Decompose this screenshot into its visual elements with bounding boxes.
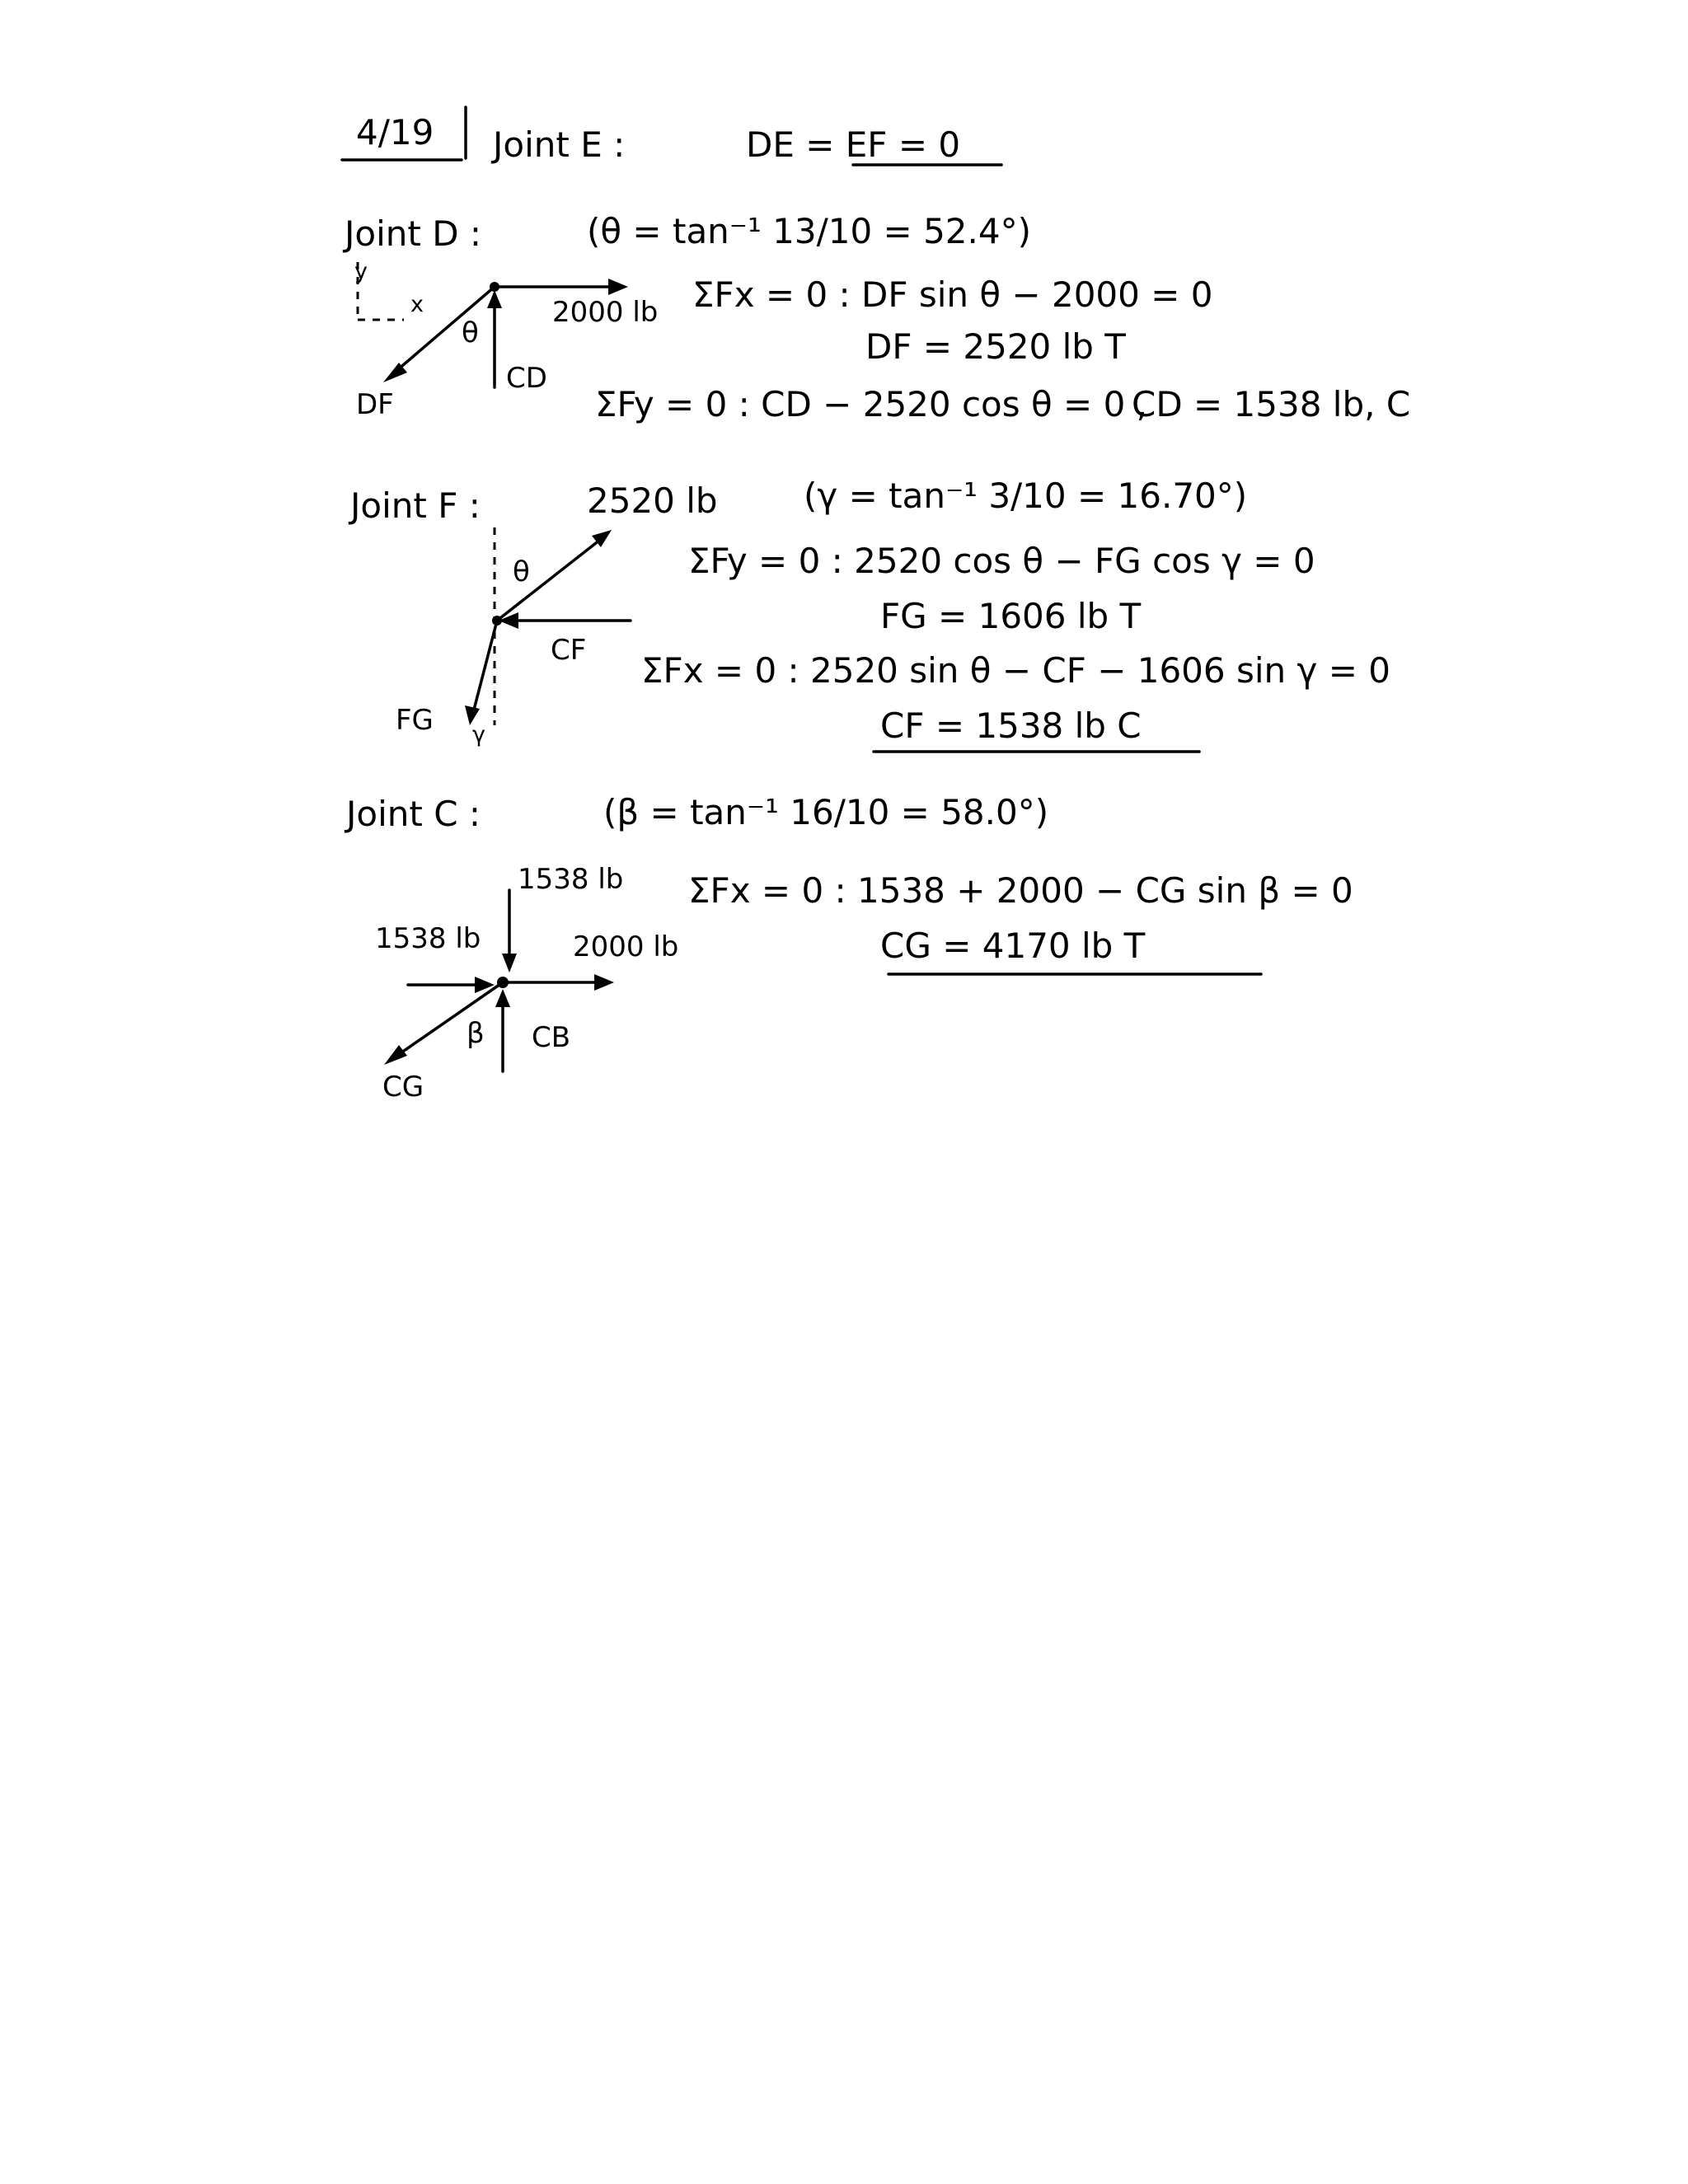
- member-cf-arrowhead: [499, 612, 518, 629]
- joint-f-result-fg: FG = 1606 lb T: [880, 596, 1142, 636]
- joint-c-result-cg: CG = 4170 lb T: [880, 926, 1146, 966]
- member-cd-label: CD: [506, 362, 547, 395]
- force-top-arrowhead: [502, 954, 517, 972]
- joint-c-force-2000-label: 2000 lb: [573, 930, 679, 963]
- problem-number: 4/19: [356, 112, 434, 152]
- theta-label-f: θ: [513, 555, 530, 588]
- joint-d-result-cd: CD = 1538 lb, C: [1132, 384, 1411, 424]
- member-cf-label: CF: [551, 634, 587, 667]
- member-cb-arrowhead: [495, 989, 510, 1007]
- theta-label-d: θ: [462, 316, 479, 349]
- member-cg-line: [396, 982, 503, 1057]
- joint-f-angle-definition: (γ = tan⁻¹ 3/10 = 16.70°): [804, 476, 1248, 516]
- force-2000-c-arrowhead: [594, 974, 614, 991]
- joint-e-label: Joint E :: [493, 124, 626, 165]
- joint-f-force-2520: 2520 lb: [587, 480, 718, 521]
- member-df-label: DF: [356, 388, 394, 421]
- joint-c-eq-fx: ΣFx = 0 : 1538 + 2000 − CG sin β = 0: [688, 870, 1353, 911]
- joint-f-label: Joint F :: [350, 485, 481, 526]
- member-cg-arrowhead: [384, 1045, 407, 1065]
- joint-d-label: Joint D :: [345, 213, 482, 254]
- member-cb-label: CB: [532, 1021, 571, 1054]
- force-2000-label: 2000 lb: [552, 296, 659, 329]
- joint-d-angle-definition: (θ = tan⁻¹ 13/10 = 52.4°): [587, 211, 1031, 251]
- force-2000-arrowhead: [608, 279, 628, 295]
- member-fg-label: FG: [396, 704, 434, 737]
- member-df-line: [392, 287, 495, 375]
- joint-d-eq-fx: ΣFx = 0 : DF sin θ − 2000 = 0: [692, 274, 1213, 315]
- joint-f-eq-fy: ΣFy = 0 : 2520 cos θ − FG cos γ = 0: [688, 541, 1315, 581]
- joint-c-angle-definition: (β = tan⁻¹ 16/10 = 58.0°): [603, 792, 1049, 832]
- joint-d-eq-fy: ΣFy = 0 : CD − 2520 cos θ = 0 ,: [595, 384, 1147, 424]
- joint-f-eq-fx: ΣFx = 0 : 2520 sin θ − CF − 1606 sin γ = 0: [641, 650, 1390, 691]
- joint-e-equation: DE = EF = 0: [746, 124, 961, 165]
- axis-y-label: y: [354, 259, 368, 284]
- beta-label-c: β: [467, 1017, 485, 1050]
- joint-c-force-top-label: 1538 lb: [518, 863, 624, 896]
- joint-c-force-left-label: 1538 lb: [375, 922, 481, 955]
- gamma-label-f: γ: [472, 722, 485, 748]
- axis-x-label: x: [410, 292, 424, 317]
- joint-d-result-df: DF = 2520 lb T: [865, 326, 1126, 367]
- member-cg-label: CG: [382, 1071, 424, 1104]
- joint-f-result-cf: CF = 1538 lb C: [880, 705, 1142, 746]
- joint-c-label: Joint C :: [346, 794, 481, 834]
